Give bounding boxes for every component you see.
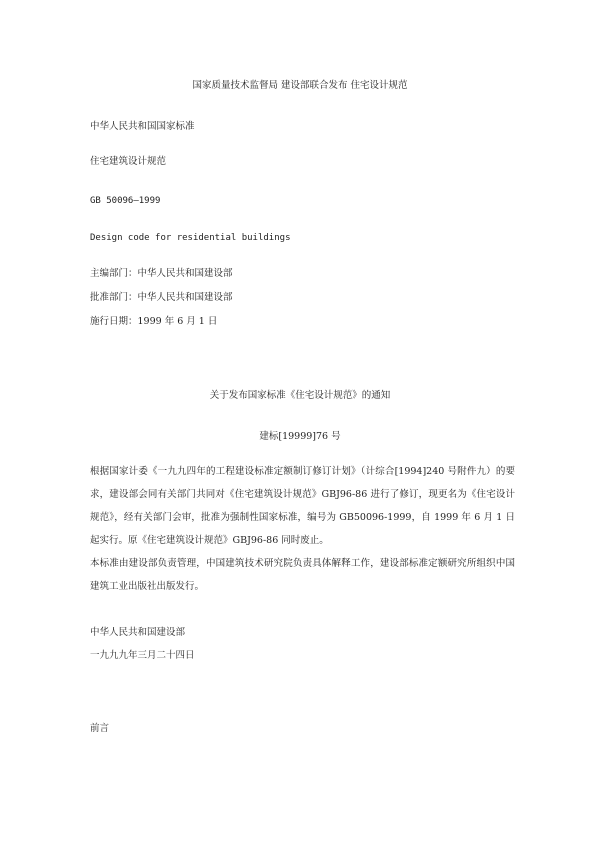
preface-title: 前言: [90, 723, 110, 734]
approval-dept: 批准部门：中华人民共和国建设部: [90, 292, 233, 303]
standard-code: GB 50096—1999: [90, 196, 161, 206]
chief-editor-dept: 主编部门：中华人民共和国建设部: [90, 268, 233, 279]
notice-title: 关于发布国家标准《住宅设计规范》的通知: [209, 390, 391, 401]
standard-name-cn: 住宅建筑设计规范: [90, 156, 167, 167]
notice-paragraph-1: 根据国家计委《一九九四年的工程建设标准定额制订修订计划》（计综合[1994]240 号附件九）的要求，建设部会同有关部门共同对《住宅建筑设计规范》GBJ96-86 进行了修订，现更名为《住宅设计规范》，经有关部门会审，批准为强制性国家标准，编号为 GB50096-1999，自 1999 年 6 月 1 日起实行。原《住宅建筑设计规范》GBJ96-86 同时废止。: [90, 466, 515, 546]
effective-date: 施行日期：1999 年 6 月 1 日: [90, 316, 218, 327]
notice-date: 一九九九年三月二十四日: [90, 650, 195, 661]
notice-paragraph-2: 本标准由建设部负责管理，中国建筑技术研究院负责具体解释工作，建设部标准定额研究所组织中国建筑工业出版社出版发行。: [90, 558, 515, 592]
publisher-line: 国家质量技术监督局 建设部联合发布 住宅设计规范: [192, 80, 408, 91]
notice-signer: 中华人民共和国建设部: [90, 627, 186, 638]
country-standard-line: 中华人民共和国国家标准: [90, 121, 195, 132]
standard-name-en: Design code for residential buildings: [90, 233, 291, 243]
notice-doc-number: 建标[19999]76 号: [259, 431, 341, 442]
